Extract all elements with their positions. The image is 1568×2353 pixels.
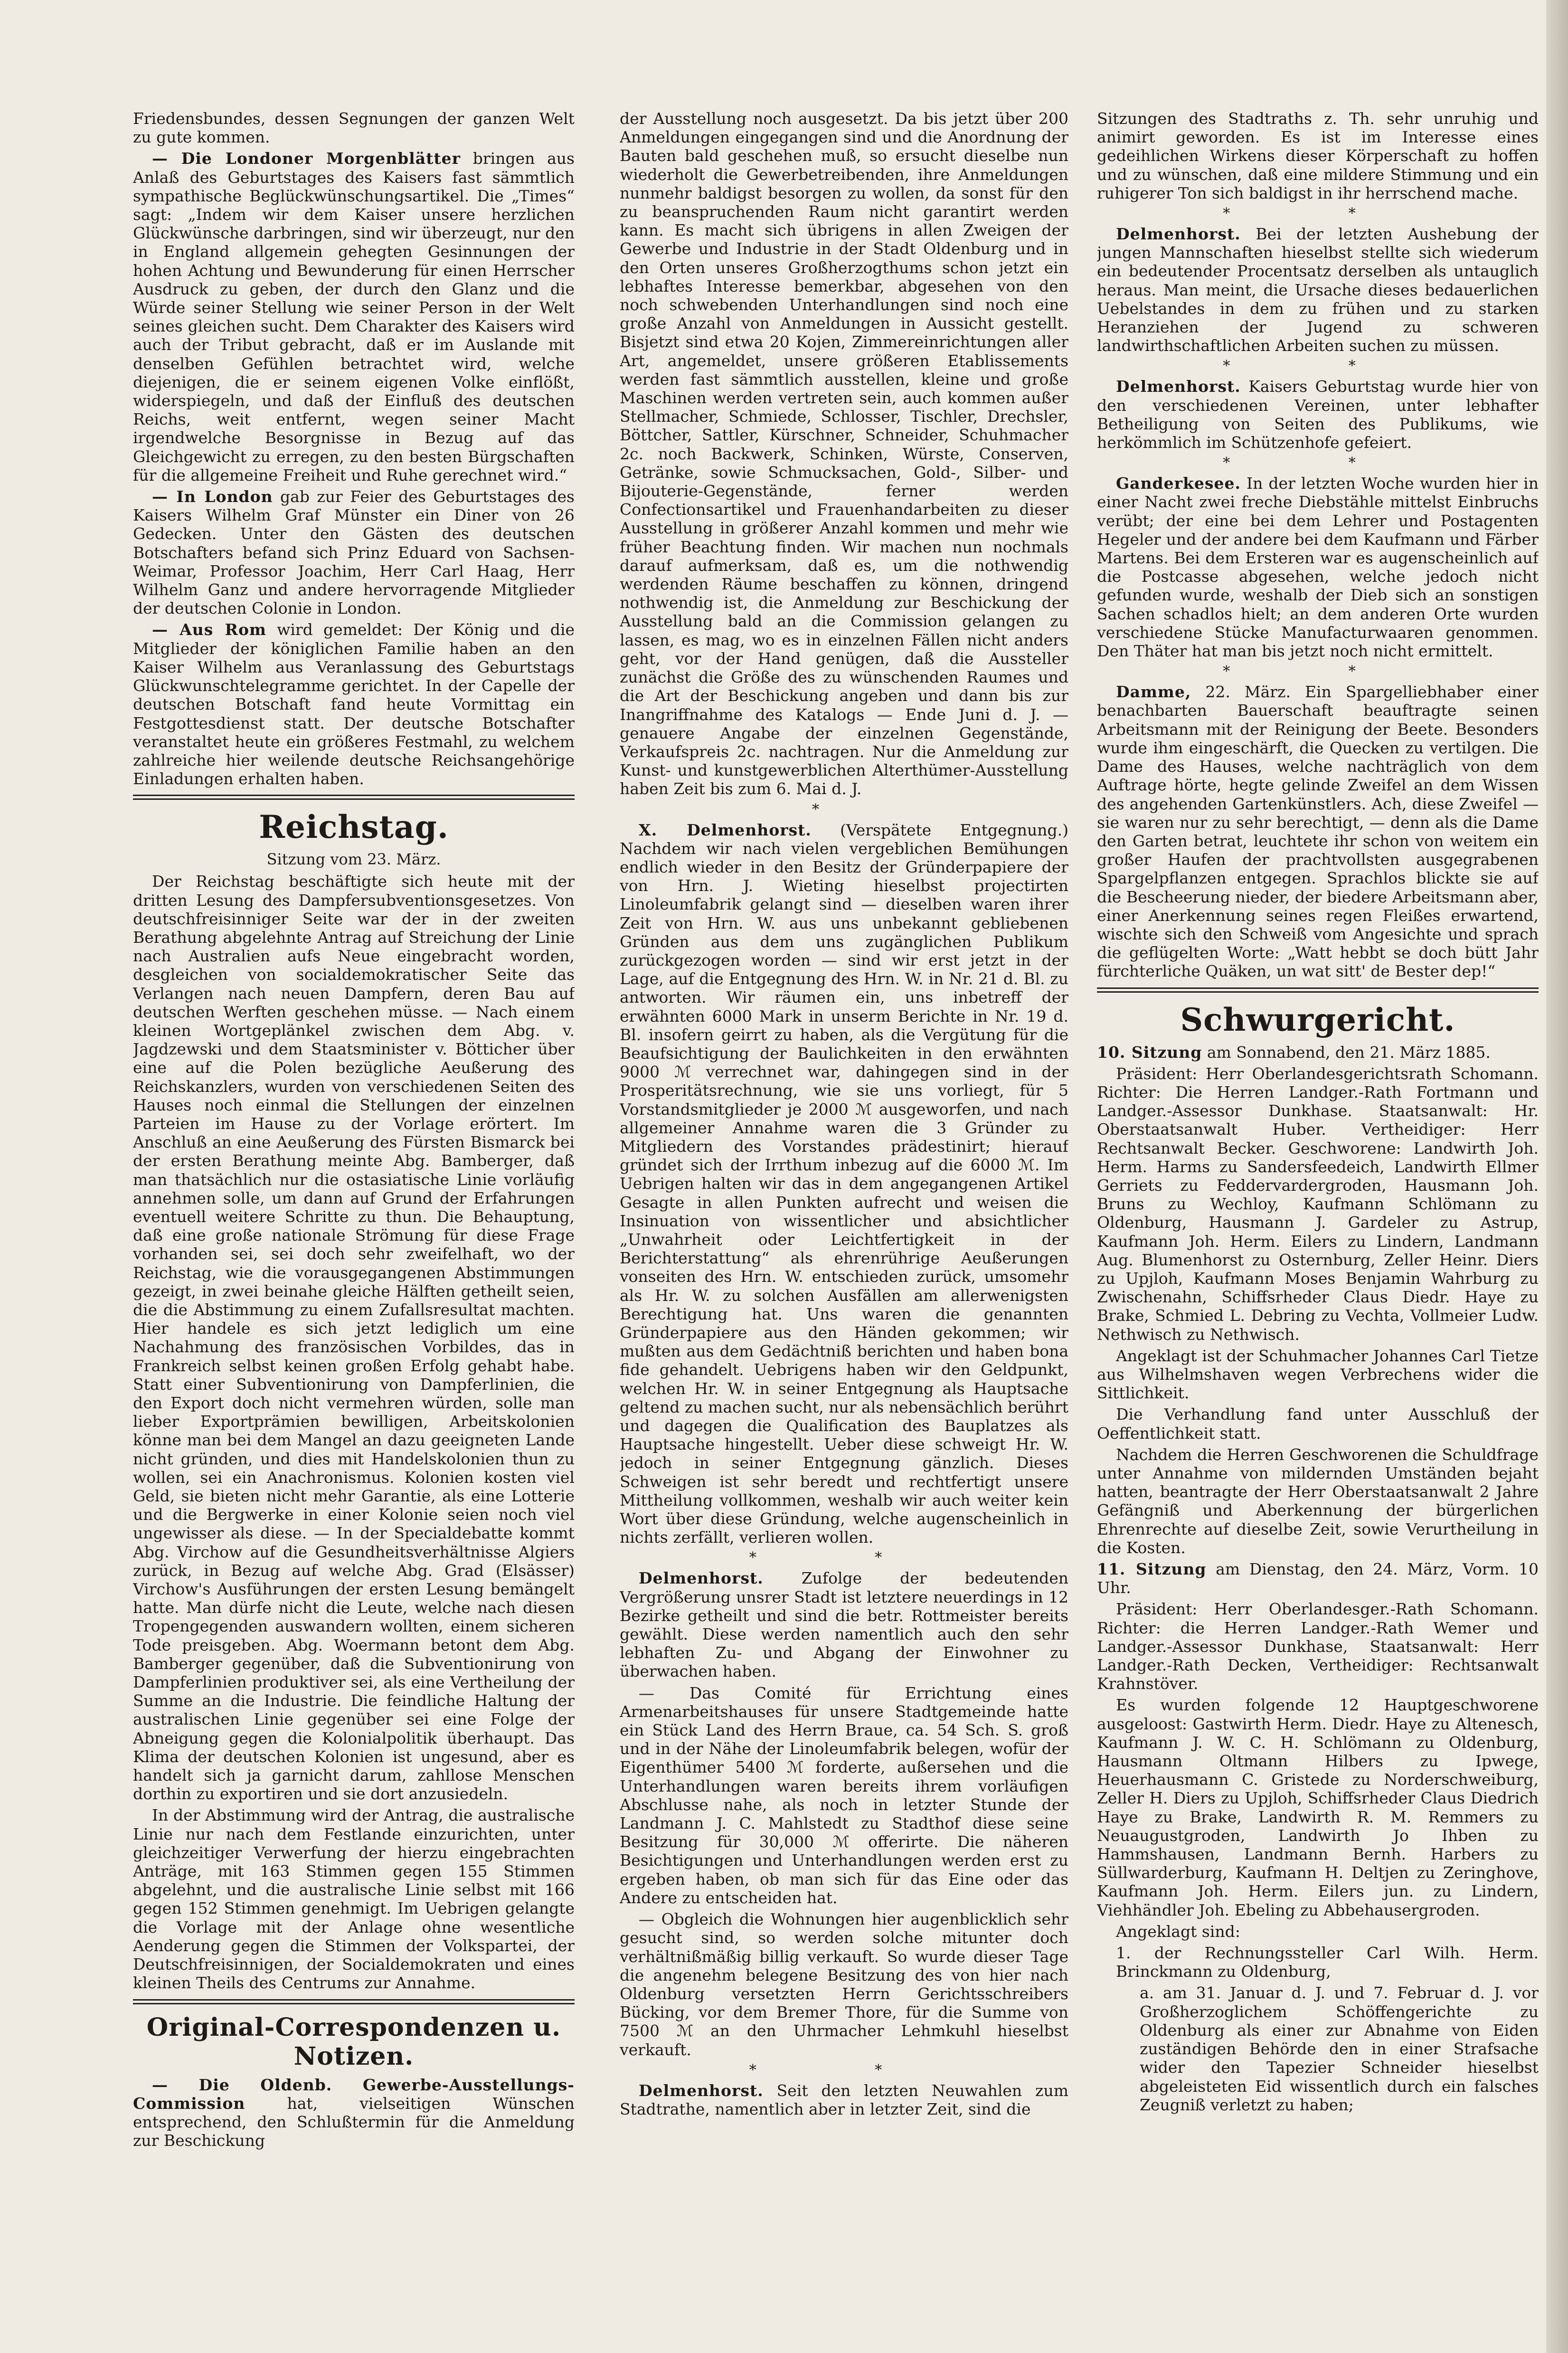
article-lead: Ganderkesee. — [1116, 474, 1241, 493]
article-text: gab zur Feier des Geburtstages des Kaisers Wilhelm Graf Münster ein Diner von 26 Gedecken. Unter den Gästen des deutschen Botschafters befand sich Prinz Eduard von Sachsen-Weimar, Professor Joachim, Herr Carl Haag, Herr Wilhelm Ganz und andere hervorragende Mitglieder der deutschen Colonie in London. — [133, 487, 575, 618]
column-3 — [1097, 109, 1539, 2117]
page-edge-shadow — [1546, 0, 1568, 2353]
separator-stars: * * — [749, 2061, 939, 2078]
separator-stars: * * — [749, 1549, 939, 1566]
delmenhorst-article — [1097, 225, 1539, 355]
separator-stars: * * — [1223, 663, 1413, 680]
article-text: hat, vielseitigen Wünschen entsprechend, den Schlußtermin für die Anmeldung zur Beschickung — [133, 2094, 575, 2150]
article-lead: — Aus Rom — [152, 620, 266, 639]
article-text: (Verspätete Entgegnung.) Nachdem wir nach vielen vergeblichen Bemühungen endlich wieder in den Besitz der Gründerpapiere der von Hrn. J. Wieting hieselbst projectirten Linoleumfabrik gelangt sind — dieselben waren ihrer Zeit von Hrn. W. aus uns unbekannt gebliebenen Gründen aus dem uns zugänglichen Publikum zurückgezogen worden — sind wir erst jetzt in der Lage, auf die Entgegnung des Hrn. W. in Nr. 21 d. Bl. zu antworten. Wir räumen ein, uns inbetreff der erwähnten 6000 Mark in unserm Berichte in Nr. 19 d. Bl. insofern geirrt zu haben, als die Vergütung für die Beaufsichtigung der Baulichkeiten in den erwähnten 9000 ℳ verrechnet war, dahingegen sind in der Prosperitätsrechnung, wie sie uns vorliegt, für 5 Vorstandsmitglieder je 2000 ℳ ausgeworfen, und nach allgemeiner Annahme waren die 3 Gründer zu Mitgliedern des Vorstandes prädestinirt; hierauf gründet sich der Irrthum inbezug auf die 6000 ℳ. Im Uebrigen halten wir das in dem angegangenen Artikel Gesagte in allen Punkten aufrecht und weisen die Insinuation von wissentlicher und absichtlicher „Unwahrheit oder Leichtfertigkeit in der Berichterstattung“ als ehrenrührige Aeußerungen vonseiten des Hrn. W. entschieden zurück, umsomehr als Hr. W. zu solchen Ausfällen am allerwenigsten Berechtigung hat. Uns waren die genannten Gründerpapiere aus den Händen gekommen; wir mußten aus dem Gedächtniß berichten und haben bona fide gehandelt. Uebrigens haben wir den Geldpunkt, welchen Hr. W. in seiner Entgegnung als Hauptsache geltend zu machen sucht, nur als nebensächlich berührt und dagegen die Qualification des Bauplatzes als Hauptsache hingestellt. Ueber diese schweigt Hr. W. jedoch in seiner Entgegnung gänzlich. Dieses Schweigen ist sehr beredt und rechtfertigt unsere Mittheilung vollkommen, weshalb wir auch weiter kein Wort über diese Gründung, welche augenscheinlich in nichts zerfällt, verlieren wollen. — [620, 820, 1068, 1547]
article-lead: Delmenhorst. — [1116, 225, 1241, 244]
correspondence-heading: Original-Correspondenzen u. Notizen. — [146, 2012, 561, 2071]
session-date: am Dienstag, den 24. März, Vorm. 10 Uhr. — [1097, 1560, 1539, 1597]
gewerbe-article — [133, 2076, 575, 2150]
court-list-item: 1. der Rechnungssteller Carl Wilh. Herm. Brinckmann zu Oldenburg, — [1116, 1944, 1539, 1981]
london-article — [133, 487, 575, 617]
reichstag-heading: Reichstag. — [259, 808, 449, 846]
article-text: Kaisers Geburtstag wurde hier von den verschiedenen Vereinen, unter lebhafter Betheiligung von Seiten des Publikums, wie herkömmlich im Schützenhofe gefeiert. — [1097, 377, 1539, 452]
damme-article — [1097, 683, 1539, 980]
delmenhorst-paragraph: — Obgleich die Wohnungen hier augenblicklich sehr gesucht sind, so werden solche mitunter doch verhältnißmäßig billig verkauft. So wurde dieser Tage die angenehm belegene Besitzung des von hier nach Oldenburg versetzten Herrn Gerichtsschreibers Bücking, vor dem Bremer Thore, für die Summe von 7500 ℳ an den Uhrmacher Lehmkuhl hieselbst verkauft. — [620, 1910, 1068, 2059]
intro-text: Friedensbundes, dessen Segnungen der ganzen Welt zu gute kommen. — [133, 109, 575, 147]
session-10-header — [1097, 1043, 1539, 1062]
court-paragraph: Nachdem die Herren Geschworenen die Schuldfrage unter Annahme von mildernden Umständen bejaht hatten, beantragte der Herr Oberstaatsanwalt 2 Jahre Gefängniß und Aberkennung der bürgerlichen Ehrenrechte auf dieselbe Zeit, sowie Verurtheilung in die Kosten. — [1097, 1445, 1539, 1557]
article-text: Bei der letzten Aushebung der jungen Mannschaften hieselbst stellte sich wiederum ein bedeutender Procentsatz derselben als untauglich heraus. Man meint, die Ursache dieses bedauerlichen Uebelstandes in dem zu frühen und zu starken Heranziehen der Jugend zu schweren landwirthschaftlichen Arbeiten suchen zu müssen. — [1097, 225, 1539, 355]
schwurgericht-heading: Schwurgericht. — [1180, 1001, 1455, 1038]
court-paragraph: Es wurden folgende 12 Hauptgeschworene ausgeloost: Gastwirth Herm. Diedr. Haye zu Altenesch, Kaufmann J. W. C. H. Schlömann zu Oldenburg, Hausmann Oltmann Hilbers zu Ipwege, Heuerhausmann C. Gristede zu Norderschweiburg, Zeller H. Diers zu Upjloh, Schiffsrheder Claus Diedrich Haye zu Brake, Landwirth R. M. Remmers zu Neuaugustgroden, Landwirth Jo Ihben zu Hammshausen, Landmann Bernh. Harbers zu Süllwarderburg, Kaufmann H. Deltjen zu Zeringhove, Kaufmann Joh. Herm. Eilers jun. zu Lindern, Viehhändler Joh. Ebeling zu Abbehausergroden. — [1097, 1696, 1539, 1919]
article-text: wird gemeldet: Der König und die Mitglieder der königlichen Familie haben an den Kaiser Wilhelm aus Veranlassung des Geburtstags Glückwunschtelegramme gerichtet. In der Capelle der deutschen Botschaft fand heute Vormittag ein Festgottesdienst statt. Der deutsche Botschafter veranstaltet heute ein größeres Festmahl, zu welchem zahlreiche hier weilende deutsche Reichsangehörige Einladungen erhalten haben. — [133, 620, 575, 788]
london-morning-article — [133, 149, 575, 484]
column-2 — [620, 109, 1068, 2121]
reichstag-paragraph: Der Reichstag beschäftigte sich heute mit der dritten Lesung des Dampfersubventionsgesetzes. Von deutschfreisinniger Seite war der in der zweiten Berathung abgelehnte Antrag auf Streichung der Linie nach Australien aufs Neue eingebracht worden, desgleichen von socialdemokratischer Seite das Verlangen nach neuen Dampfern, deren Bau auf deutschen Werften geschehen müsse. — Nach einem kleinen Wortgeplänkel zwischen dem Abg. v. Jagdzewski und dem Staatsminister v. Bötticher über eine auf die Polen bezügliche Aeußerung des Reichskanzlers, wurden von verschiedenen Seiten des Hauses noch einmal die Stellungen der einzelnen Parteien im Hause zu der Vorlage erörtert. Im Anschluß an eine Aeußerung des Fürsten Bismarck bei der ersten Berathung meinte Abg. Bamberger, daß man thatsächlich nur die ostasiatische Linie vorläufig annehmen solle, um dann auf Grund der Erfahrungen eventuell weitere Schritte zu thun. Die Behauptung, daß eine große nationale Strömung für diese Frage vorhanden sei, sei doch sehr zweifelhaft, wo der Reichstag, wie die vorausgegangenen Abstimmungen gezeigt, in zwei beinahe gleiche Hälften getheilt seien, die die Abstimmung zu einem Zufallsresultat machten. Hier handele es sich jetzt lediglich um eine Nachahmung des französischen Vorbildes, das in Frankreich selbst keinen großen Erfolg gehabt habe. Statt einer Subventionirung von Dampferlinien, die den Export doch nicht vermehren würden, solle man lieber Exportprämien bewilligen, Arbeitskolonien könne man bei dem Mangel an dazu geeigneten Lande nicht gründen, und dies mit Handelskolonien thun zu wollen, sei ein Anachronismus. Kolonien kosten viel Geld, sie bieten nicht mehr Garantie, als eine Lotterie und die Bergwerke in einer Kolonie seien noch viel ungewisser als diese. — In der Specialdebatte kommt Abg. Virchow auf die Gesundheitsverhältnisse Algiers zurück, in Bezug auf welche Abg. Grad (Elsässer) Virchow's Ausführungen der ersten Lesung bemängelt hatte. Man dürfe nicht die Leute, welche nach diesen Tropengegenden auswandern wollten, einem sicheren Tode preisgeben. Abg. Woermann betont dem Abg. Bamberger gegenüber, daß die Subventionirung von Dampferlinien produktiver sei, als eine Vertheilung der Summe an die Industrie. Die feindliche Haltung der australischen Linie gegenüber sei eine Folge der Abneigung gegen die Kolonialpolitik überhaupt. Das Klima der deutschen Kolonien ist ungesund, aber es handelt sich ja garnicht darum, zahllose Menschen dorthin zu exportiren und sie dort anzusiedeln. — [133, 872, 575, 1803]
separator-stars: * * — [1223, 455, 1413, 472]
session-11-header — [1097, 1560, 1539, 1597]
court-paragraph: Die Verhandlung fand unter Ausschluß der Oeffentlichkeit statt. — [1097, 1405, 1539, 1442]
court-paragraph: Angeklagt sind: — [1116, 1922, 1240, 1941]
article-lead: — Die Oldenb. Gewerbe-Ausstellungs-Commission — [133, 2075, 575, 2113]
article-lead: Damme, — [1116, 683, 1191, 702]
article-text: 22. März. Ein Spargelliebhaber einer benachbarten Bauerschaft beauftragte seinen Arbeitsmann mit der Reinigung der Beete. Besonders wurde ihm eingeschärft, die Quecken zu vertilgen. Die Dame des Hauses, welche nachträglich von dem Auftrage hörte, hegte gelinde Zweifel an dem Wissen des angehenden Gartenkünstlers. Ach, diese Zweifel — sie waren nur zu sehr berechtigt, — denn als die Dame den Garten betrat, leuchtete ihr schon von weitem ein großer Haufen der prachtvollsten ausgegrabenen Spargelpflanzen entgegen. Sprachlos blickte sie auf die Bescheerung nieder, der biedere Arbeitsmann aber, einer Anerkennung seines regen Fleißes erwartend, wischte sich den Schweiß vom Angesichte und sprach die geflügelten Worte: „Watt hebbt se doch bütt Jahr fürchterliche Quäken, un wat sitt' de Bester dep!“ — [1097, 683, 1539, 981]
article-text: bringen aus Anlaß des Geburtstages des Kaisers fast sämmtlich sympathische Beglückwünschungsartikel. Die „Times“ sagt: „Indem wir dem Kaiser unsere herzlichen Glückwünsche darbringen, sind wir überzeugt, nur den in England allgemein gehegten Gesinnungen der hohen Achtung und Bewunderung für einen Herrscher Ausdruck zu geben, der durch den Glanz und die Würde seiner Stellung wie seiner Person in der Welt seines gleichen sucht. Dem Charakter des Kaisers wird auch der Tribut gebracht, daß er im Auslande mit denselben Gefühlen betrachtet wird, welche diejenigen, die er seinem eigenen Volke einflößt, widerspiegeln, und daß der Einfluß des deutschen Reichs, weit entfernt, wegen seiner Macht irgendwelche Besorgnisse in Bezug auf das Gleichgewicht zu erregen, zu den besten Bürgschaften für die allgemeine Freiheit und Ruhe gerechnet wird.“ — [133, 149, 575, 484]
delmenhorst-reply-article — [620, 821, 1068, 1547]
article-lead: — In London — [152, 487, 273, 506]
article-lead: Delmenhorst. — [1116, 377, 1241, 396]
separator-stars: * * — [1223, 358, 1413, 375]
article-lead: — Die Londoner Morgenblätter — [152, 149, 461, 168]
section-divider — [133, 795, 575, 800]
article-lead: Delmenhorst. — [639, 1569, 764, 1588]
article-text: Zufolge der bedeutenden Vergrößerung unsrer Stadt ist letztere neuerdings in 12 Bezirke getheilt und sind die betr. Rottmeister bereits gewählt. Diese werden namentlich auch den sehr lebhaften Zu- und Abgang der Einwohner zu überwachen haben. — [620, 1569, 1068, 1681]
delmenhorst-article — [1097, 377, 1539, 452]
reichstag-paragraph: In der Abstimmung wird der Antrag, die australische Linie nur nach dem Festlande einzurichten, unter gleichzeitiger Verwerfung der hierzu eingebrachten Anträge, mit 163 Stimmen gegen 155 Stimmen abgelehnt, und die australische Linie selbst mit 166 gegen 152 Stimmen genehmigt. Im Uebrigen gelangte die Vorlage mit der Anlage ohne wesentliche Aenderung gegen die Stimmen der Volkspartei, der Deutschfreisinnigen, der Socialdemokraten und eines kleinen Theils des Centrums zur Annahme. — [133, 1806, 575, 1992]
column-1 — [133, 109, 575, 2153]
delmenhorst-article — [620, 1569, 1068, 1680]
court-paragraph: Präsident: Herr Oberlandesgerichtsrath Schomann. Richter: Die Herren Landger.-Rath Fortmann und Landger.-Assessor Dunkhase. Staatsanwalt: Hr. Oberstaatsanwalt Huber. Vertheidiger: Herr Rechtsanwalt Becker. Geschworene: Landwirth Joh. Herm. Harms zu Sandersfeedeich, Landwirth Ellmer Gerriets zu Feddervardergroden, Hausmann Joh. Bruns zu Wechloy, Kaufmann Schlömann zu Oldenburg, Hausmann J. Gardeler zu Astrup, Kaufmann Joh. Herm. Eilers zu Lindern, Landmann Aug. Blumenhorst zu Osternburg, Zeller Heinr. Diers zu Upjloh, Kaufmann Moses Benjamin Wahrburg zu Zwischenahn, Schiffsrheder Claus Diedr. Haye zu Brake, Schmied L. Debring zu Vechta, Vollmeier Ludw. Nethwisch zu Nethwisch. — [1097, 1064, 1539, 1344]
reichstag-session: Sitzung vom 23. März. — [266, 850, 441, 869]
rome-article — [133, 620, 575, 788]
separator-stars: * — [812, 801, 876, 818]
article-text: In der letzten Woche wurden hier in einer Nacht zwei freche Diebstähle mittelst Einbruchs verübt; der eine bei dem Lehrer und Postagenten Hegeler und der andere bei dem Kaufmann und Färber Martens. Bei dem Ersteren war es augenscheinlich auf die Postcasse abgesehen, welche jedoch nicht gefunden wurde, weshalb der Dieb sich an sonstigen Sachen schadlos hielt; an dem anderen Orte wurden verschiedene Stücke Manufacturwaaren genommen. Den Thäter hat man bis jetzt noch nicht ermittelt. — [1097, 474, 1539, 661]
session-date: am Sonnabend, den 21. März 1885. — [1207, 1043, 1491, 1062]
court-paragraph: Angeklagt ist der Schuhmacher Johannes Carl Tietze aus Wilhelmshaven wegen Verbrechens wider die Sittlichkeit. — [1097, 1346, 1539, 1403]
session-lead: 11. Sitzung — [1097, 1560, 1207, 1579]
article-text: Seit den letzten Neuwahlen zum Stadtrathe, namentlich aber in letzter Zeit, sind die — [620, 2081, 1068, 2118]
delmenhorst-paragraph: — Das Comité für Errichtung eines Armenarbeitshauses für unsere Stadtgemeinde hatte ein Stück Land des Herrn Braue, ca. 54 Sch. S. groß und in der Nähe der Linoleumfabrik belegen, wofür der Eigenthümer 5400 ℳ forderte, außersehen und die Unterhandlungen waren bereits ihrem vorläufigen Abschlusse nahe, als noch in letzter Stunde der Landmann J. C. Mahlstedt zu Stadthof diese seine Besitzung für 30,000 ℳ offerirte. Die näheren Besichtigungen und Unterhandlungen werden erst zu ergeben haben, ob man sich für das Eine oder das Andere zu entscheiden hat. — [620, 1683, 1068, 1907]
separator-stars: * * — [1223, 205, 1413, 222]
delmenhorst-article — [620, 2081, 1068, 2118]
section-divider — [133, 1999, 575, 2004]
article-lead: Delmenhorst. — [639, 2081, 764, 2100]
gewerbe-continuation: der Ausstellung noch ausgesetzt. Da bis jetzt über 200 Anmeldungen eingegangen sind und die Anordnung der Bauten bald geschehen muß, so ersucht dieselbe nun wiederholt die Gewerbetreibenden, ihre Anmeldungen nunmehr baldigst besorgen zu wollen, da sonst für den zu beanspruchenden Raum nicht garantirt werden kann. Es macht sich übrigens in allen Zweigen der Gewerbe und Industrie in der Stadt Oldenburg und in den Orten unseres Großherzogthums schon jetzt ein lebhaftes Interesse bemerkbar, abgesehen von den noch schwebenden Unterhandlungen sind noch eine große Anzahl von Anmeldungen in Aussicht gestellt. Bisjetzt sind etwa 20 Kojen, Zimmereinrichtungen aller Art, angemeldet, unsere größeren Etablissements werden fast sämmtlich ausstellen, kleine und große Maschinen werden vertreten sein, auch kommen außer Stellmacher, Schmiede, Schlosser, Tischler, Drechsler, Böttcher, Sattler, Kürschner, Schneider, Schuhmacher 2c. noch Backwerk, Schinken, Würste, Conserven, Getränke, sowie Schmucksachen, Gold-, Silber- und Bijouterie-Gegenstände, ferner werden Confectionsartikel und Frauenhandarbeiten zu dieser Ausstellung in größerer Anzahl kommen und mehr wie früher Beachtung finden. Wir machen nun nochmals darauf aufmerksam, daß es, um die nothwendig werdenden Räume beschaffen zu können, dringend nothwendig ist, die Anmeldung zur Beschickung der Ausstellung bald an die Commission gelangen zu lassen, es mag, wo es in einzelnen Fällen nicht anders geht, vor der Hand genügen, daß die Aussteller zunächst die Größe des zu wünschenden Raumes und die Art der Beschickung angeben und dann bis zur Inangriffnahme des Katalogs — Ende Juni d. J. — genauere Angabe der einzelnen Gegenstände, Verkaufspreis 2c. nachtragen. Nur die Anmeldung zur Kunst- und kunstgewerblichen Alterthümer-Ausstellung haben Zeit bis zum 6. Mai d. J. — [620, 109, 1068, 798]
section-divider — [1097, 987, 1539, 993]
court-list-subitem: a. am 31. Januar d. J. und 7. Februar d. J. vor Großherzoglichem Schöffengerichte zu Oldenburg als einer zur Abnahme von Eiden zuständigen Behörde den in einer Strafsache wider den Tapezier Schneider hieselbst abgeleisteten Eid wissentlich durch ein falsches Zeugniß verletzt zu haben; — [1140, 1983, 1539, 2114]
court-paragraph: Präsident: Herr Oberlandesger.-Rath Schomann. Richter: die Herren Landger.-Rath Wemer und Landger.-Assessor Dunkhase, Staatsanwalt: Herr Landger.-Rath Decken, Vertheidiger: Rechtsanwalt Krahnstöver. — [1097, 1600, 1539, 1693]
stadtrath-continuation: Sitzungen des Stadtraths z. Th. sehr unruhig und animirt geworden. Es ist im Interesse eines gedeihlichen Wirkens dieser Körperschaft zu hoffen und zu wünschen, daß eine mildere Stimmung und ein ruhigerer Ton sich baldigst in ihr herrschend mache. — [1097, 109, 1539, 202]
ganderkesee-article — [1097, 474, 1539, 660]
session-lead: 10. Sitzung — [1097, 1043, 1202, 1062]
article-lead: X. Delmenhorst. — [639, 820, 812, 839]
